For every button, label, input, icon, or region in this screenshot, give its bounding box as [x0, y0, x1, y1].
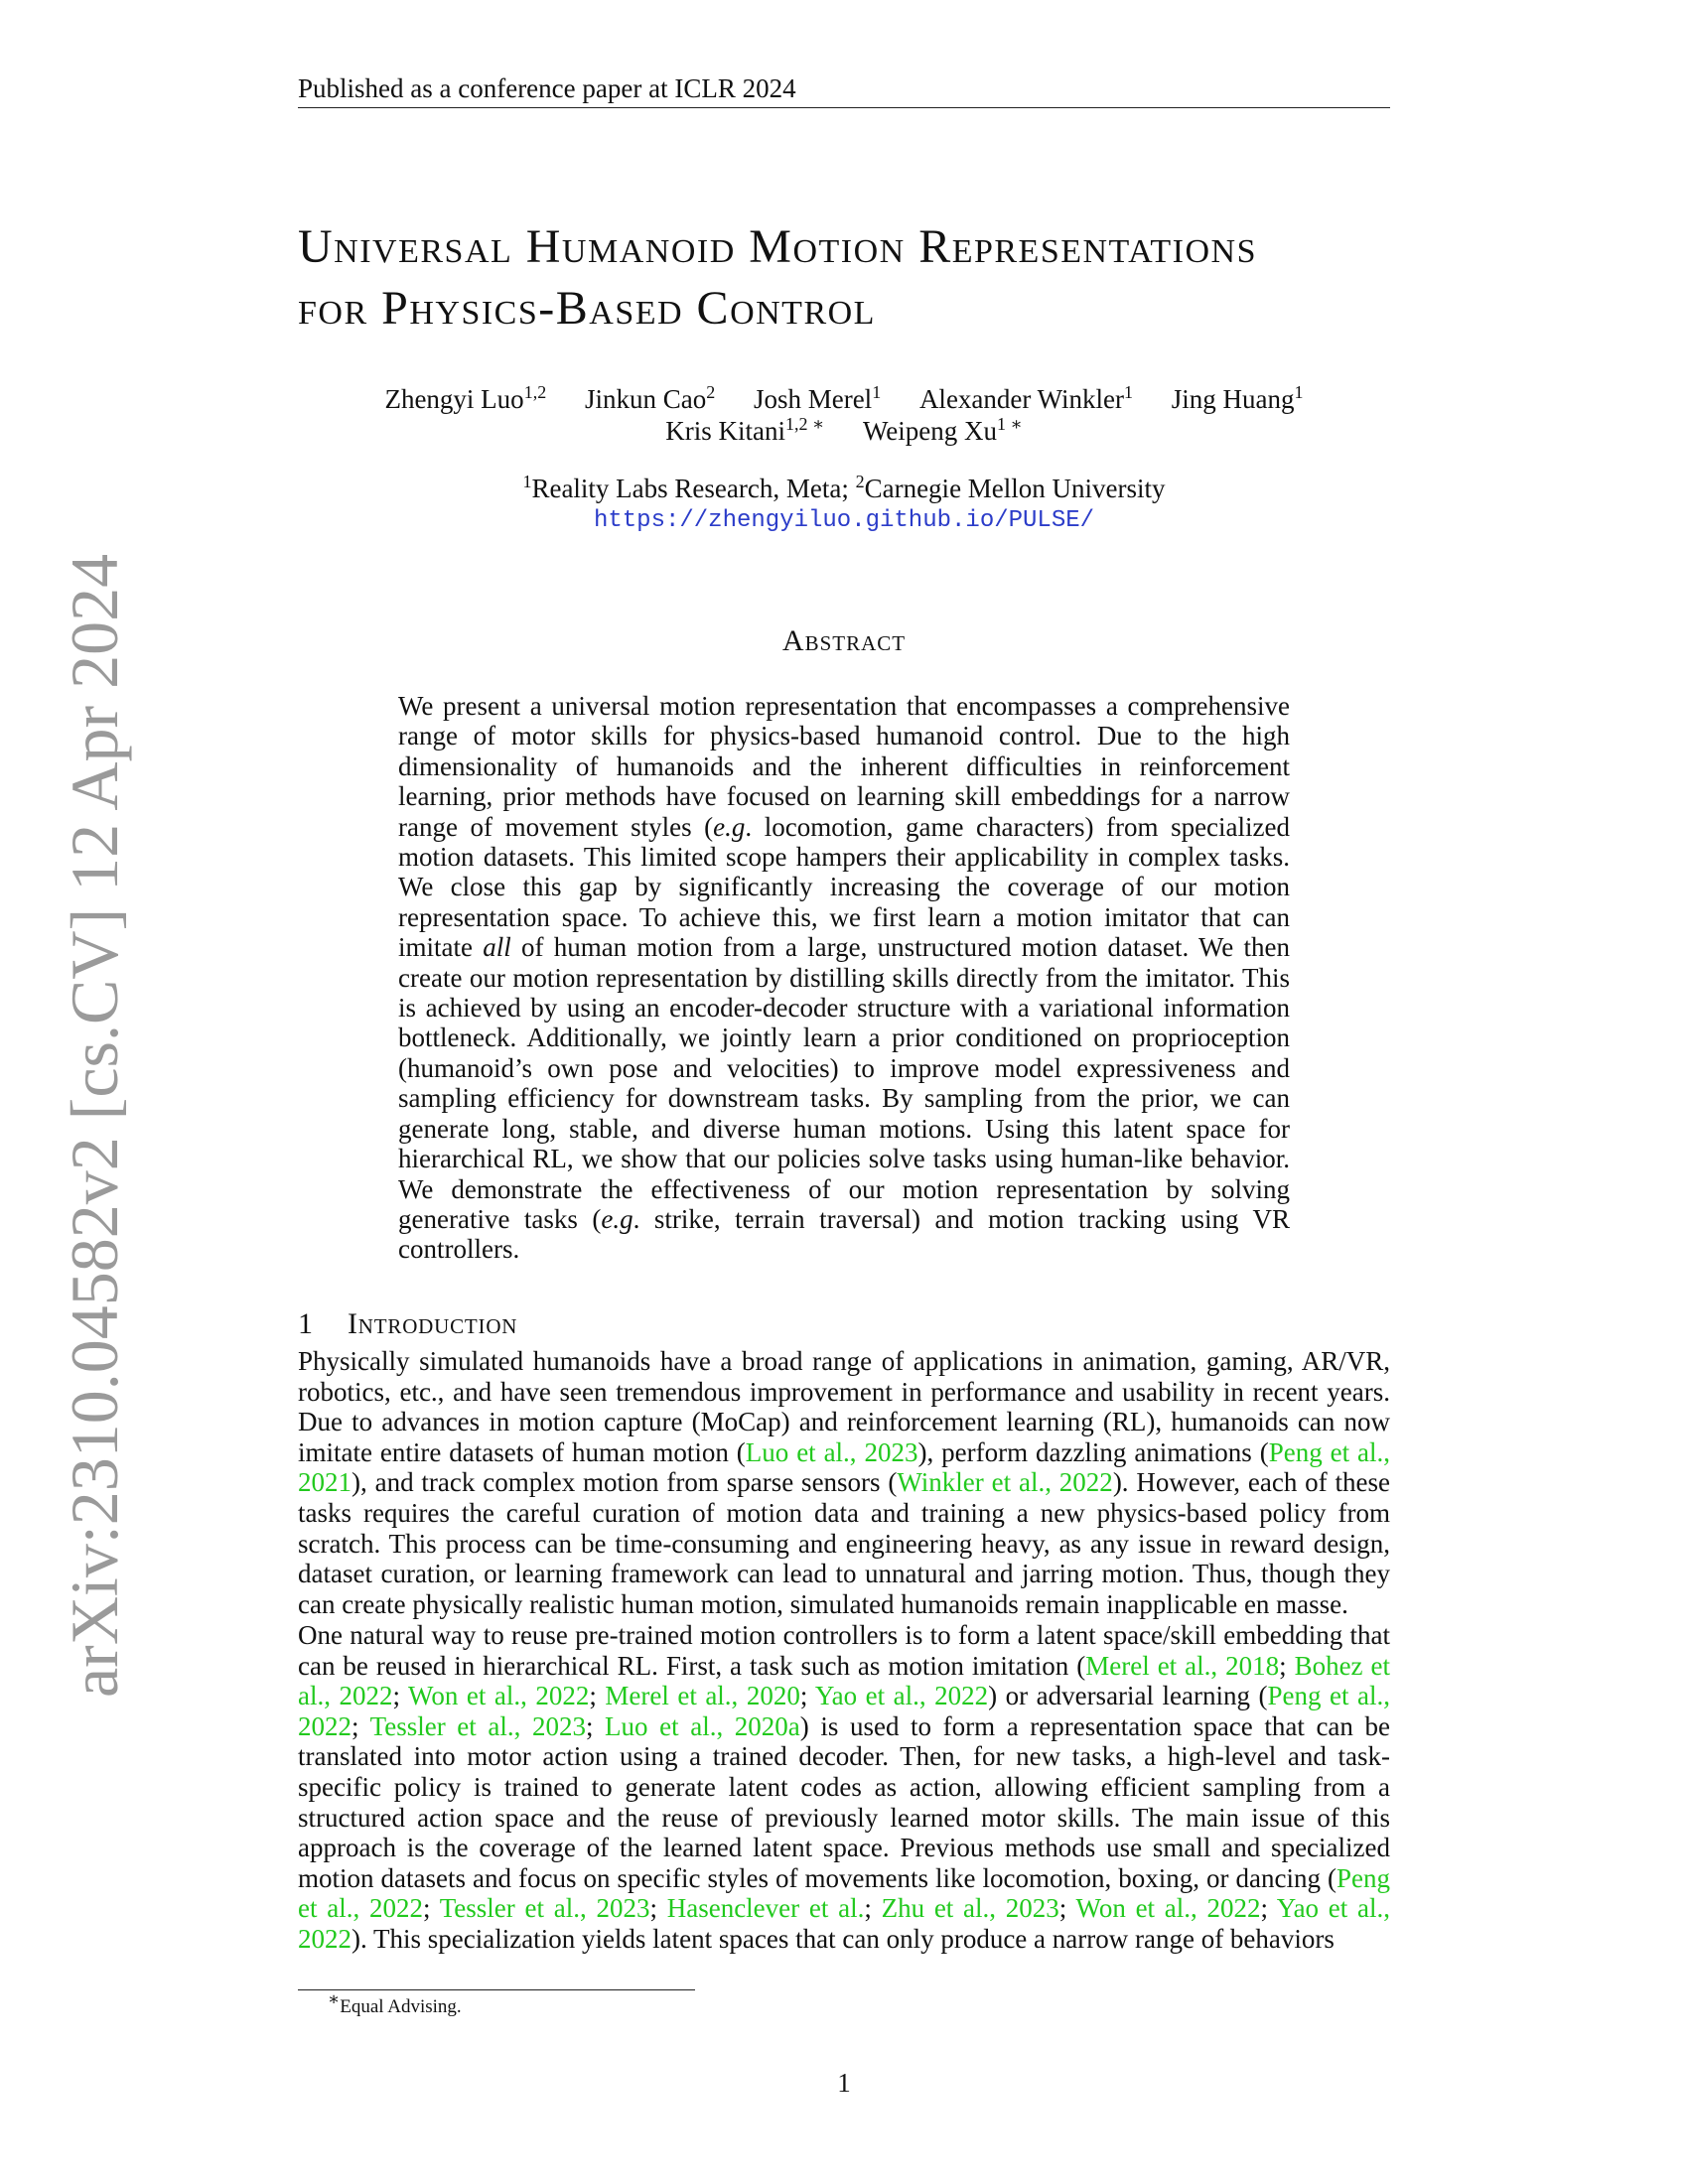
affiliation-mark: 2 [855, 472, 865, 491]
author-row-1 [298, 383, 1390, 415]
citation-link[interactable]: Merel et al., 2020 [605, 1681, 800, 1711]
project-url-link[interactable]: https://zhengyiluo.github.io/PULSE/ [593, 507, 1095, 534]
author-name: Josh Merel [753, 384, 873, 414]
author-name: Jinkun Cao [584, 384, 707, 414]
section-heading-introduction [298, 1306, 1390, 1342]
footnote-rule [298, 1989, 695, 1990]
citation-link[interactable]: Peng et al., 2022 [298, 1862, 1390, 1924]
section-title: Introduction [348, 1307, 518, 1340]
affiliation-text: Reality Labs Research, Meta; [531, 474, 856, 503]
author [919, 384, 1133, 414]
citation-separator: ; [1058, 1893, 1076, 1924]
citation-link[interactable]: Won et al., 2022 [408, 1681, 590, 1711]
author [754, 384, 881, 414]
footnote [328, 1988, 923, 2019]
citation-separator: ; [422, 1893, 440, 1924]
header-rule [298, 107, 1390, 108]
citation-link[interactable]: Won et al., 2022 [1075, 1893, 1261, 1924]
author-affiliation-mark: 2 [706, 382, 716, 402]
author [863, 416, 1023, 446]
affiliation-text: Carnegie Mellon University [864, 474, 1166, 503]
citation-separator: ; [864, 1893, 882, 1924]
abstract-heading: Abstract [781, 624, 907, 657]
citation-link[interactable]: Merel et al., 2018 [1085, 1650, 1280, 1681]
body-text: ), and track complex motion from sparse sensors ( [352, 1467, 898, 1498]
citation-link[interactable]: Bohez et al., 2022 [298, 1650, 1390, 1711]
citation-link[interactable]: Luo et al., 2020a [605, 1710, 800, 1741]
title-line-1: Universal Humanoid Motion Representations [298, 220, 1257, 273]
author-name: Jing Huang [1171, 384, 1295, 414]
citation-separator: ; [585, 1710, 606, 1741]
author [1172, 384, 1304, 414]
body-text: ). However, each of these tasks requires the careful curation of motion data and training a new physics-based policy from scratch. This process can be time-consuming and engineering heavy, as any issue in reward design, dataset curation, or learning framework can lead to unnatural and jarring motion. Thus, though they can create physically realistic human motion, simulated humanoids remain inapplicable en masse. [298, 1467, 1390, 1619]
author [585, 384, 715, 414]
citation-link[interactable]: Luo et al., 2023 [745, 1436, 918, 1467]
abstract-text: . strike, terrain traversal) and motion tracking using VR controllers. [398, 1203, 1290, 1265]
abstract-text: of human motion from a large, unstructured motion dataset. We then create our motion representation by distilling skills directly from the imitator. This is achieved by using an encoder-decoder structure with a variational information bottleneck. Additionally, we jointly learn a prior conditioned on proprioception (humanoid’s own pose and velocities) to improve model expressiveness and sampling efficiency for downstream tasks. By sampling from the prior, we can generate long, stable, and diverse human motions. Using this latent space for hierarchical RL, we show that our policies solve tasks using human-like behavior. We demonstrate the effectiveness of our motion representation by solving generative tasks ( [398, 932, 1290, 1234]
citation-separator: ; [589, 1681, 606, 1711]
section-number: 1 [298, 1307, 314, 1340]
abstract-text: We present a universal motion representation that encompasses a comprehensive range of motor skills for physics-based humanoid control. Due to the high dimensionality of humanoids and the inherent difficulties in reinforcement learning, prior methods have focused on learning skill embeddings for a narrow range of movement styles ( [398, 691, 1290, 842]
footnote-mark: ∗ [328, 1988, 341, 2009]
arxiv-identifier: arXiv:2310.04582v2 [cs.CV] 12 Apr 2024 [57, 553, 132, 1698]
author-affiliation-mark: 1 ∗ [997, 414, 1023, 434]
citation-link[interactable]: Zhu et al., 2023 [881, 1893, 1059, 1924]
author-list [298, 383, 1390, 447]
title-line-2: for Physics-Based Control [298, 282, 876, 335]
author-name: Weipeng Xu [862, 416, 998, 446]
author [665, 416, 824, 446]
citation-separator: ; [1279, 1650, 1295, 1681]
body-text: ). This specialization yields latent spaces that can only produce a narrow range of behaviors [352, 1923, 1335, 1954]
footnote-text: Equal Advising. [340, 1996, 462, 2017]
author [384, 384, 546, 414]
affiliation-mark: 1 [522, 472, 532, 491]
citation-separator: ; [1260, 1893, 1277, 1924]
abstract-emphasis: e.g [713, 811, 746, 842]
body-text: Physically simulated humanoids have a broad range of applications in animation, gaming, AR/VR, robotics, etc., and have seen tremendous improvement in performance and usability in recent years. Due to advances in motion capture (MoCap) and reinforcement learning (RL), humanoids can now imitate entire datasets of human motion ( [298, 1346, 1390, 1467]
affiliations [298, 473, 1390, 504]
author-name: Kris Kitani [665, 416, 785, 446]
intro-paragraph-2 [298, 1620, 1390, 1955]
citation-link[interactable]: Peng et al., 2022 [298, 1681, 1390, 1741]
citation-link[interactable]: Yao et al., 2022 [298, 1893, 1391, 1954]
page-number: 1 [837, 2068, 851, 2098]
author-row-2 [298, 415, 1390, 447]
abstract-emphasis: all [483, 932, 511, 963]
citation-link[interactable]: Peng et al., 2021 [298, 1436, 1390, 1498]
citation-separator: ; [392, 1681, 409, 1711]
author-name: Zhengyi Luo [384, 384, 524, 414]
citation-link[interactable]: Tessler et al., 2023 [369, 1710, 586, 1741]
abstract-text: . locomotion, game characters) from specialized motion datasets. This limited scope hampers their applicability in complex tasks. We close this gap by significantly increasing the coverage of our motion representation space. To achieve this, we first learn a motion imitator that can imitate [398, 811, 1290, 963]
body-text: ), perform dazzling animations ( [917, 1436, 1269, 1467]
author-name: Alexander Winkler [918, 384, 1125, 414]
citation-link[interactable]: Winkler et al., 2022 [897, 1467, 1113, 1498]
citation-link[interactable]: Yao et al., 2022 [814, 1681, 989, 1711]
citation-separator: ; [799, 1681, 815, 1711]
citation-separator: ; [352, 1710, 370, 1741]
body-text: ) or adversarial learning ( [988, 1681, 1268, 1711]
body-text: ) is used to form a representation space that can be translated into motor action using a trained decoder. Then, for new tasks, a high-level and task-specific policy is trained to generate latent codes as action, allowing efficient sampling from a structured action space and the reuse of previously learned motor skills. The main issue of this approach is the coverage of the learned latent space. Previous methods use small and specialized motion datasets and focus on specific styles of movements like locomotion, boxing, or dancing ( [298, 1710, 1390, 1893]
body-text: One natural way to reuse pre-trained motion controllers is to form a latent space/skill embedding that can be reused in hierarchical RL. First, a task such as motion imitation ( [298, 1620, 1390, 1681]
author-affiliation-mark: 1 [1294, 382, 1304, 402]
author-affiliation-mark: 1 [1124, 382, 1134, 402]
citation-link[interactable]: Hasenclever et al. [666, 1893, 865, 1924]
paper-title [298, 216, 1400, 340]
intro-paragraph-1 [298, 1346, 1390, 1619]
author-affiliation-mark: 1 [872, 382, 882, 402]
abstract-emphasis: e.g [601, 1203, 633, 1234]
author-affiliation-mark: 1,2 ∗ [784, 414, 825, 434]
abstract-body [398, 691, 1290, 1265]
page-header: Published as a conference paper at ICLR 2024 [298, 73, 796, 103]
author-affiliation-mark: 1,2 [523, 382, 547, 402]
citation-separator: ; [649, 1893, 667, 1924]
citation-link[interactable]: Tessler et al., 2023 [439, 1893, 650, 1924]
